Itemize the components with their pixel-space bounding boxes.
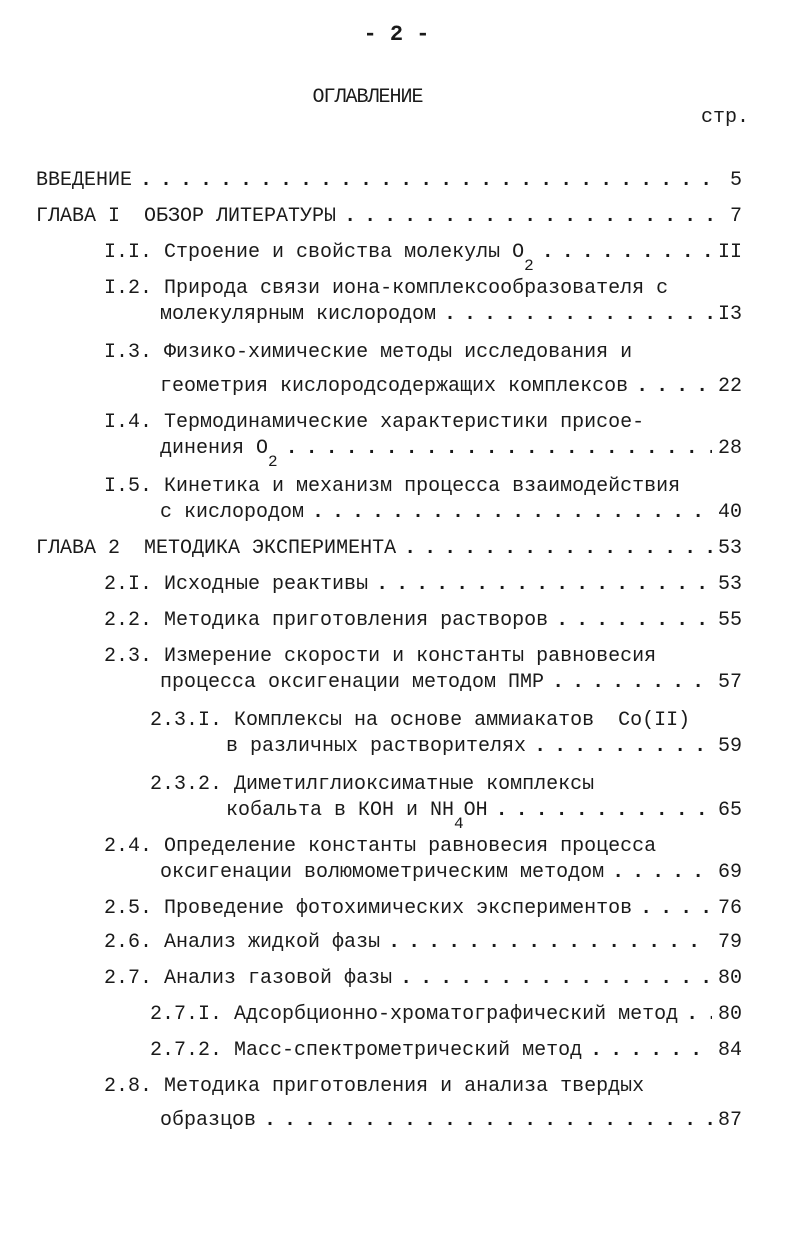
toc-entry-text-cont: образцов — [160, 1109, 257, 1132]
page-column-label: стр. — [700, 106, 749, 129]
dot-leader — [400, 966, 712, 992]
toc-entry-1-4-line1[interactable] — [104, 410, 644, 436]
toc-entry-text: Природа связи иона-комплексообразователя с — [164, 277, 669, 300]
toc-entry-2-7-1[interactable] — [150, 1002, 742, 1028]
toc-title: ОГЛАВЛЕНИЕ — [312, 86, 423, 109]
toc-entry-page: 80 — [717, 1003, 742, 1026]
toc-entry-1-3-line1[interactable] — [104, 340, 632, 366]
toc-entry-number: 2.3.2. — [150, 773, 223, 796]
toc-entry-text: Методика приготовления растворов — [164, 609, 549, 632]
toc-entry-text: Адсорбционно-хроматографический метод — [234, 1003, 679, 1026]
toc-entry-2-5[interactable] — [104, 896, 742, 922]
dot-leader — [556, 608, 712, 634]
toc-entry-number: I.I. — [104, 241, 153, 264]
toc-entry-text: Анализ жидкой фазы — [164, 931, 381, 954]
toc-entry-number: 2.6. — [104, 931, 153, 954]
toc-entry-text: Кинетика и механизм процесса взаимодействия — [164, 475, 681, 498]
dot-leader — [612, 860, 712, 886]
toc-entry-text: Анализ газовой фазы — [164, 967, 393, 990]
toc-entry-number: 2.5. — [104, 897, 153, 920]
toc-entry-introduction[interactable] — [36, 168, 742, 194]
toc-entry-page: 40 — [717, 501, 742, 524]
toc-entry-number: I.3. — [104, 341, 153, 364]
toc-entry-text-cont: процесса оксигенации методом ПМР — [160, 671, 545, 694]
toc-entry-2-3-line1[interactable] — [104, 644, 656, 670]
toc-entry-page: 79 — [717, 931, 742, 954]
toc-entry-text: МЕТОДИКА ЭКСПЕРИМЕНТА — [144, 537, 397, 560]
toc-entry-number: ГЛАВА 2 — [36, 537, 121, 560]
toc-entry-number: 2.I. — [104, 573, 153, 596]
toc-entry-2-3-line2[interactable] — [160, 670, 742, 696]
toc-entry-page: 65 — [717, 799, 742, 822]
toc-entry-2-3-1-line2[interactable] — [226, 734, 742, 760]
toc-entry-text: Диметилглиоксиматные комплексы — [234, 773, 595, 796]
toc-entry-text: Комплексы на основе аммиакатов Co(II) — [234, 709, 691, 732]
toc-entry-text-cont: кобальта в КОН и NH — [226, 799, 455, 822]
toc-entry-text: ВВЕДЕНИЕ — [36, 169, 133, 192]
dot-leader — [686, 1002, 712, 1028]
toc-entry-page: 7 — [729, 205, 742, 228]
toc-entry-text: Методика приготовления и анализа твердых — [164, 1075, 645, 1098]
toc-entry-page: 53 — [717, 537, 742, 560]
toc-entry-2-6[interactable] — [104, 930, 742, 956]
dot-leader — [496, 798, 712, 824]
dot-leader — [388, 930, 712, 956]
toc-entry-text: Термодинамические характеристики присое- — [164, 411, 645, 434]
toc-entry-2-7[interactable] — [104, 966, 742, 992]
toc-entry-1-2-line1[interactable] — [104, 276, 668, 302]
toc-entry-number: 2.2. — [104, 609, 153, 632]
toc-entry-1-2-line2[interactable] — [160, 302, 742, 328]
toc-entry-page: 59 — [717, 735, 742, 758]
toc-entry-number: I.2. — [104, 277, 153, 300]
toc-entry-text-cont: оксигенации волюмометрическим методом — [160, 861, 605, 884]
toc-entry-page: 76 — [717, 897, 742, 920]
toc-entry-page: 80 — [717, 967, 742, 990]
toc-entry-text-cont: с кислородом — [160, 501, 305, 524]
toc-entry-2-4-line1[interactable] — [104, 834, 656, 860]
toc-entry-2-1[interactable] — [104, 572, 742, 598]
toc-entry-number: I.4. — [104, 411, 153, 434]
dot-leader — [444, 302, 712, 328]
toc-entry-page: 87 — [717, 1109, 742, 1132]
toc-entry-page: 55 — [717, 609, 742, 632]
toc-entry-number: 2.7.2. — [150, 1039, 223, 1062]
dot-leader — [404, 536, 712, 562]
toc-entry-number: 2.7. — [104, 967, 153, 990]
toc-entry-text: Масс-спектрометрический метод — [234, 1039, 583, 1062]
dot-leader — [552, 670, 712, 696]
toc-entry-1-5-line2[interactable] — [160, 500, 742, 526]
toc-entry-1-3-line2[interactable] — [160, 374, 742, 400]
toc-entry-2-8-line1[interactable] — [104, 1074, 644, 1100]
toc-entry-page: 69 — [717, 861, 742, 884]
dot-leader — [140, 168, 724, 194]
toc-entry-text: Определение константы равновесия процесса — [164, 835, 657, 858]
toc-entry-text: Измерение скорости и константы равновесия — [164, 645, 657, 668]
toc-entry-number: 2.8. — [104, 1075, 153, 1098]
toc-entry-chapter-2[interactable] — [36, 536, 742, 562]
toc-entry-number: 2.7.I. — [150, 1003, 223, 1026]
toc-entry-number: 2.3. — [104, 645, 153, 668]
dot-leader — [286, 436, 712, 462]
toc-entry-text-cont: геометрия кислородсодержащих комплексов — [160, 375, 629, 398]
dot-leader — [344, 204, 724, 230]
toc-entry-page: 57 — [717, 671, 742, 694]
toc-entry-text: Проведение фотохимических экспериментов — [164, 897, 633, 920]
dot-leader — [376, 572, 712, 598]
toc-entry-page: 5 — [729, 169, 742, 192]
toc-entry-2-4-line2[interactable] — [160, 860, 742, 886]
toc-entry-1-1[interactable]: I.I. Строение и свойства молекулы O 2 . . . II — [104, 240, 742, 266]
toc-entry-page: 22 — [717, 375, 742, 398]
toc-entry-number: 2.3.I. — [150, 709, 223, 732]
toc-entry-2-2[interactable] — [104, 608, 742, 634]
toc-entry-chapter-1[interactable] — [36, 204, 742, 230]
toc-entry-2-3-1-line1[interactable] — [150, 708, 690, 734]
toc-entry-page: 84 — [717, 1039, 742, 1062]
toc-entry-1-5-line1[interactable] — [104, 474, 680, 500]
toc-entry-page: II — [717, 241, 742, 264]
dot-leader — [590, 1038, 712, 1064]
toc-entry-page: I3 — [717, 303, 742, 326]
toc-entry-text: ОБЗОР ЛИТЕРАТУРЫ — [144, 205, 337, 228]
page-number: - 2 - — [363, 22, 430, 47]
toc-entry-text-cont: динения O — [160, 437, 269, 460]
toc-entry-2-3-2-line2[interactable]: кобальта в КОН и NH 4 OH . . . 65 — [226, 798, 742, 824]
toc-entry-1-4-line2[interactable]: динения O 2 . . . 28 — [160, 436, 742, 462]
dot-leader — [534, 734, 712, 760]
toc-entry-text: Исходные реактивы — [164, 573, 369, 596]
dot-leader — [640, 896, 712, 922]
toc-entry-page: 28 — [717, 437, 742, 460]
dot-leader — [312, 500, 712, 526]
toc-entry-2-3-2-line1[interactable] — [150, 772, 594, 798]
dot-leader — [264, 1108, 712, 1134]
toc-entry-number: I.5. — [104, 475, 153, 498]
toc-entry-text: Физико-химические методы исследования и — [164, 341, 633, 364]
toc-entry-text-cont: в различных растворителях — [226, 735, 527, 758]
toc-entry-text: Строение и свойства молекулы O — [164, 241, 525, 264]
toc-entry-text-cont-after: OH — [463, 799, 488, 822]
dot-leader — [636, 374, 712, 400]
dot-leader — [542, 240, 712, 266]
toc-entry-2-8-line2[interactable] — [160, 1108, 742, 1134]
toc-entry-page: 53 — [717, 573, 742, 596]
toc-entry-number: 2.4. — [104, 835, 153, 858]
toc-entry-2-7-2[interactable] — [150, 1038, 742, 1064]
toc-entry-text-cont: молекулярным кислородом — [160, 303, 437, 326]
toc-entry-number: ГЛАВА I — [36, 205, 121, 228]
